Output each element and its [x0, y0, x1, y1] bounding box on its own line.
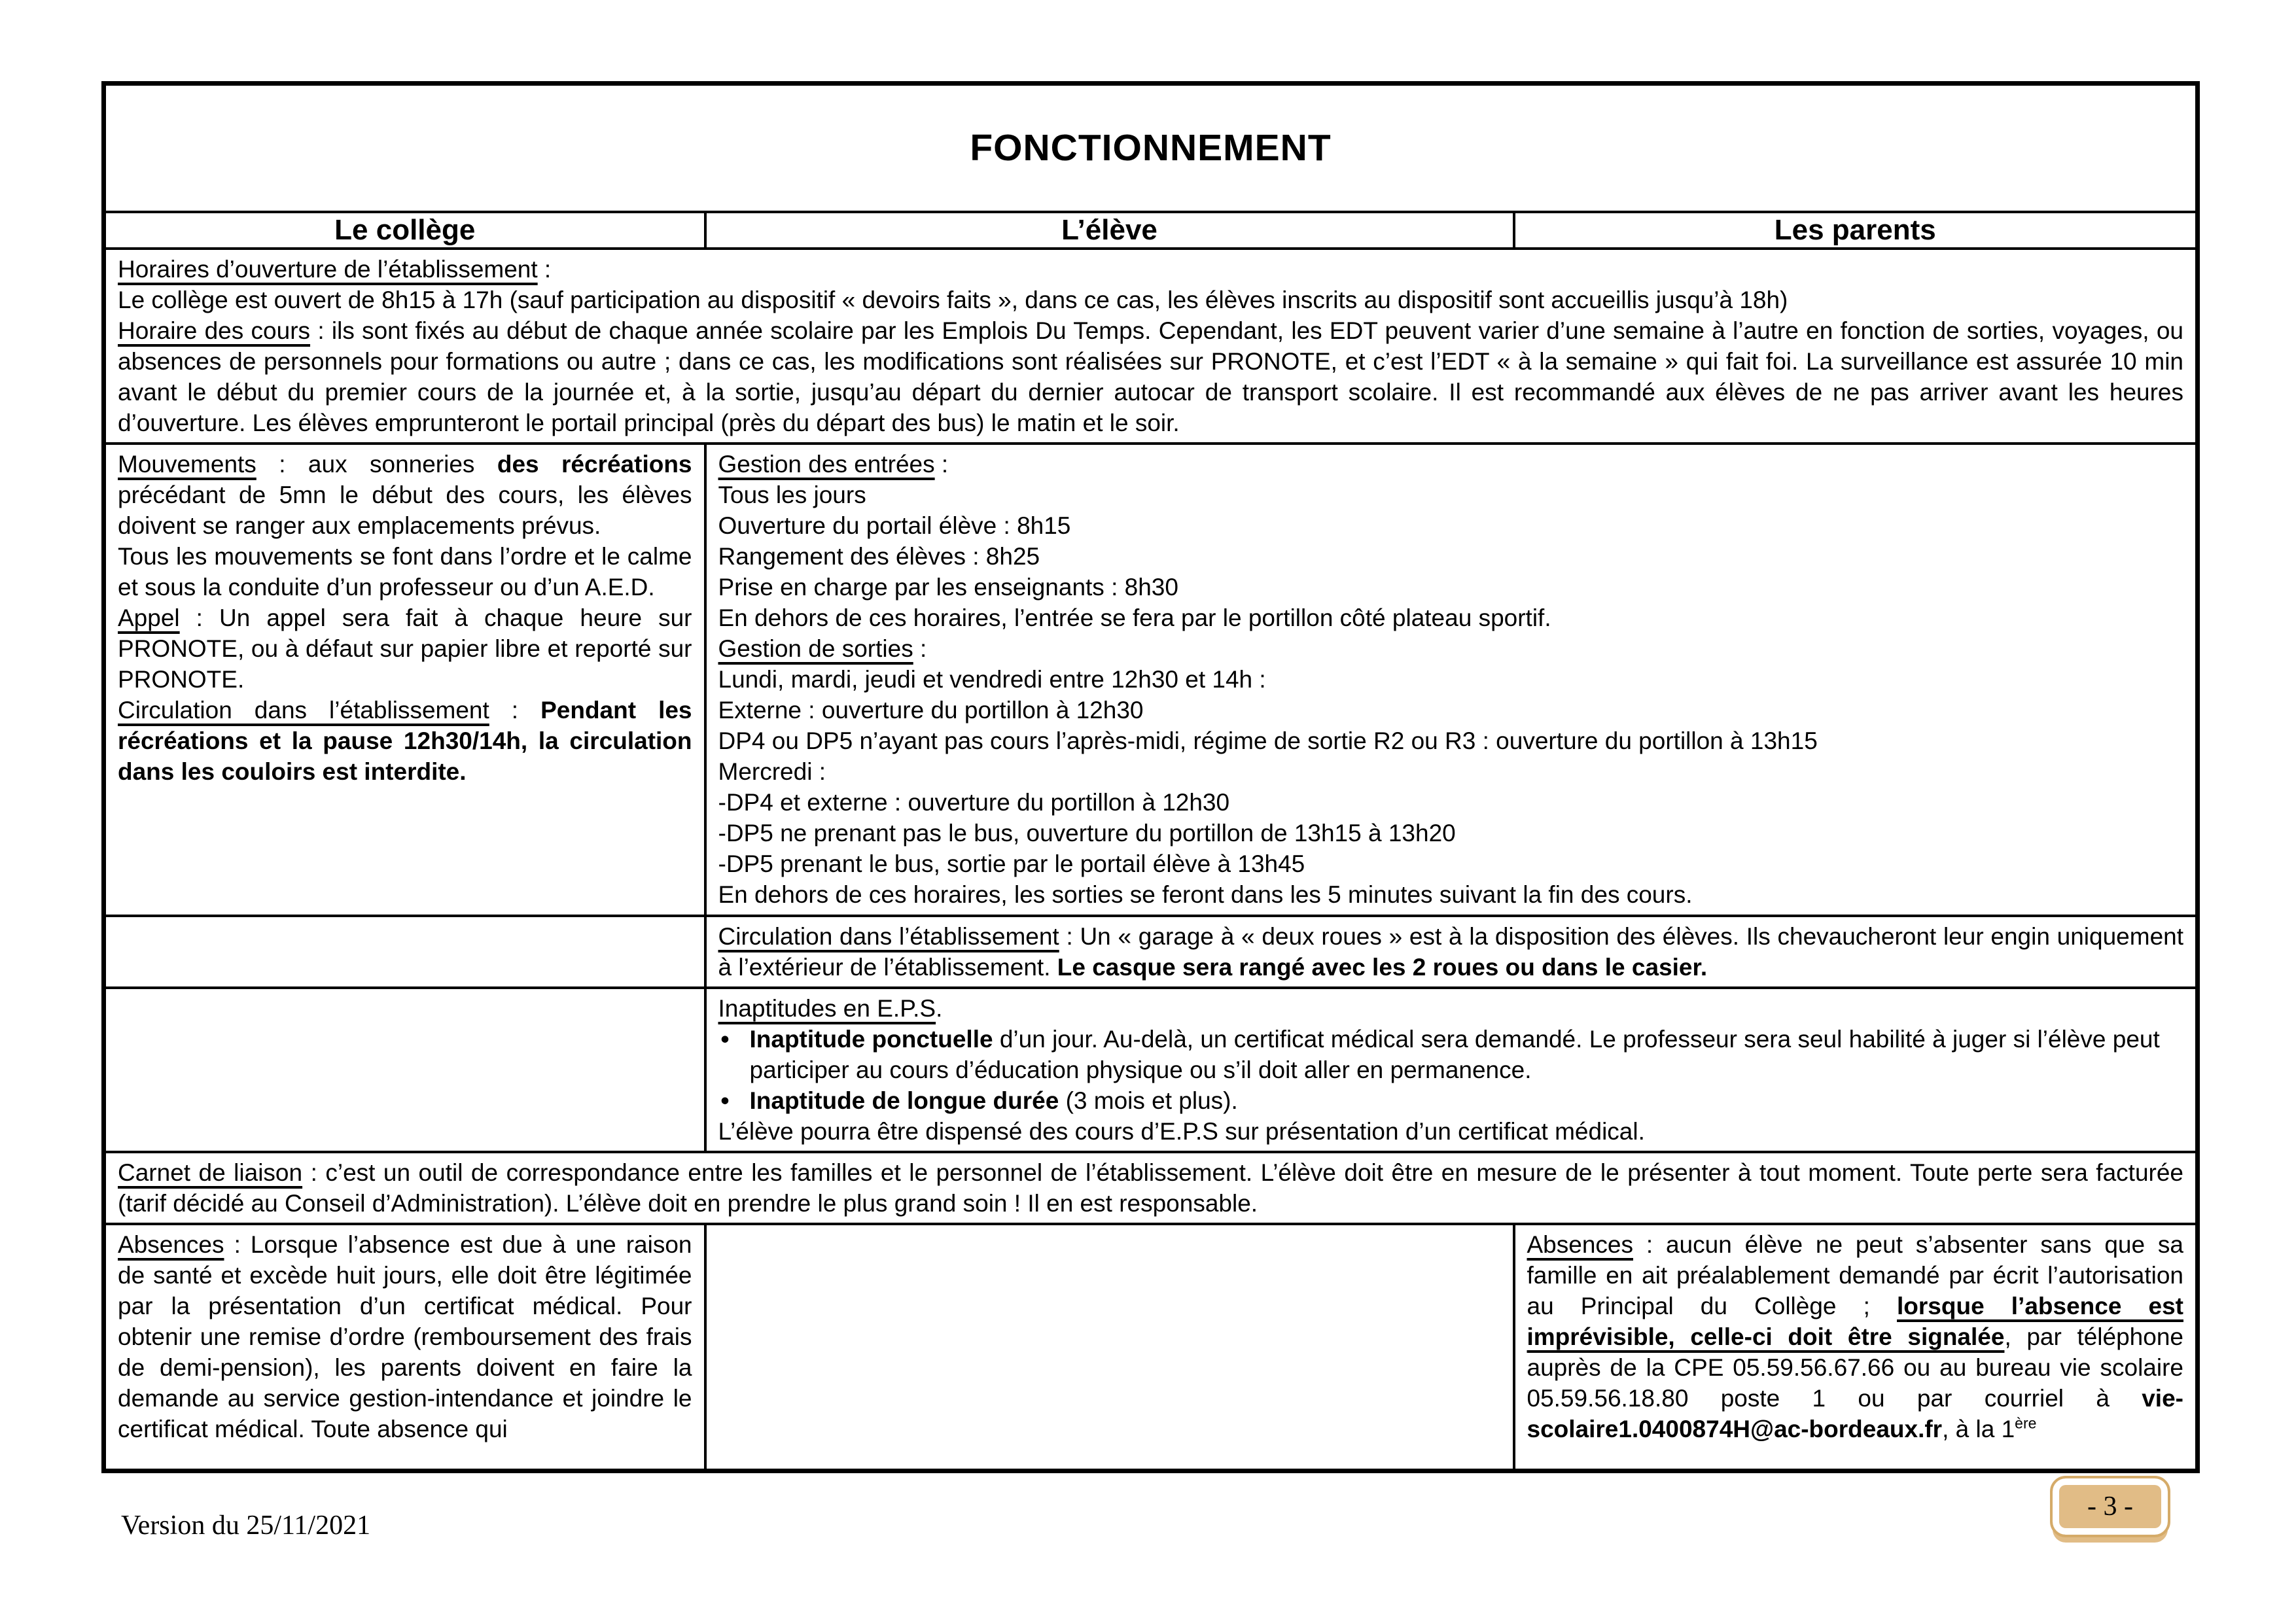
paragraph: Circulation dans l’établissement : Un « garage à « deux roues » est à la disposition des élèves. Ils chevaucheront leur engin uniquement à l’extérieur de l’établissement. Le casque sera rangé avec les 2 roues ou dans le casier.: [718, 922, 2183, 981]
cell-empty-middle: [705, 1224, 1514, 1471]
page-number: - 3 -: [2087, 1492, 2133, 1522]
cell-absences-parents: [1514, 1224, 2198, 1471]
column-header-eleve: L’élève: [705, 212, 1514, 249]
row-horaires: [104, 249, 2198, 444]
paragraph: -DP4 et externe : ouverture du portillon à 12h30: [718, 788, 1230, 816]
fonctionnement-table: [101, 81, 2200, 1473]
row-carnet: [104, 1152, 2198, 1224]
bullet-icon: •: [720, 1025, 730, 1053]
paragraph: Appel : Un appel sera fait à chaque heure sur PRONOTE, ou à défaut sur papier libre et reporté sur PRONOTE.: [118, 604, 692, 693]
row-inaptitudes: [104, 988, 2198, 1152]
paragraph: Circulation dans l’établissement : Pendant les récréations et la pause 12h30/14h, la circulation dans les couloirs est interdite.: [118, 696, 692, 785]
cell-carnet: [104, 1152, 2198, 1224]
paragraph: Externe : ouverture du portillon à 12h30: [718, 696, 1144, 724]
paragraph: Gestion de sorties :: [718, 635, 927, 662]
paragraph: Mouvements : aux sonneries des récréations précédant de 5mn le début des cours, les élèves doivent se ranger aux emplacements prévus.: [118, 450, 692, 539]
cell-absences-college: [104, 1224, 705, 1471]
bullet-text: Inaptitude de longue durée (3 mois et plus).: [749, 1087, 1238, 1114]
row-garage: [104, 916, 2198, 988]
paragraph: Rangement des élèves : 8h25: [718, 542, 1040, 570]
cell-inaptitudes: [705, 988, 2198, 1152]
paragraph: L’élève pourra être dispensé des cours d’E.P.S sur présentation d’un certificat médical.: [718, 1117, 1645, 1145]
paragraph: Carnet de liaison : c’est un outil de correspondance entre les familles et le personnel de l’établissement. L’élève doit être en mesure de le présenter à tout moment. Toute perte sera facturée (tarif décidé au Conseil d’Administration). L’élève doit en prendre le plus grand soin ! Il en est responsable.: [118, 1159, 2183, 1217]
paragraph: DP4 ou DP5 n’ayant pas cours l’après-midi, régime de sortie R2 ou R3 : ouverture du portillon à 13h15: [718, 727, 1818, 754]
paragraph: Absences : Lorsque l’absence est due à une raison de santé et excède huit jours, elle doit être légitimée par la présentation d’un certificat médical. Pour obtenir une remise d’ordre (remboursement des frais de demi-pension), les parents doivent en faire la demande au service gestion-intendance et joindre le certificat médical. Toute absence qui: [118, 1230, 692, 1442]
title-row: [104, 84, 2198, 212]
bullet-item: [718, 1024, 2184, 1085]
paragraph: Ouverture du portail élève : 8h15: [718, 512, 1071, 539]
page-number-badge: [2050, 1476, 2170, 1537]
row-absences: [104, 1224, 2198, 1471]
paragraph: Horaire des cours : ils sont fixés au début de chaque année scolaire par les Emplois Du Temps. Cependant, les EDT peuvent varier d’une semaine à l’autre en fonction de sorties, voyages, ou absences de personnels pour formations ou autre ; dans ce cas, les modifications sont réalisées sur PRONOTE, et c’est l’EDT « à la semaine » qui fait foi. La surveillance est assurée 10 min avant le début du premier cours de la journée et, à la sortie, jusqu’au départ du dernier autocar de transport scolaire. Il est recommandé aux élèves de ne pas arriver avant les heures d’ouverture. Les élèves emprunteront le portail principal (près du départ des bus) le matin et le soir.: [118, 317, 2183, 436]
paragraph: Tous les jours: [718, 481, 866, 508]
cell-entrees-sorties: [705, 444, 2198, 916]
bullet-item: [718, 1085, 2184, 1116]
cell-empty-garage: [104, 916, 705, 988]
paragraph: Gestion des entrées :: [718, 450, 949, 478]
paragraph: Mercredi :: [718, 758, 826, 785]
paragraph: Le collège est ouvert de 8h15 à 17h (sauf participation au dispositif « devoirs faits », dans ce cas, les élèves inscrits au dispositif sont accueillis jusqu’à 18h): [118, 286, 1788, 313]
row-mouvements-entrees: [104, 444, 2198, 916]
cell-horaires: [104, 249, 2198, 444]
paragraph: En dehors de ces horaires, les sorties se feront dans les 5 minutes suivant la fin des cours.: [718, 881, 1693, 908]
cell-empty-inaptitudes: [104, 988, 705, 1152]
header-row: [104, 212, 2198, 249]
paragraph: Prise en charge par les enseignants : 8h30: [718, 573, 1178, 601]
paragraph: Absences : aucun élève ne peut s’absenter sans que sa famille en ait préalablement demandé par écrit l’autorisation au Principal du Collège ; lorsque l’absence est imprévisible, celle-ci doit être signalée, par téléphone auprès de la CPE 05.59.56.67.66 ou au bureau vie scolaire 05.59.56.18.80 poste 1 ou par courriel à vie-scolaire1.0400874H@ac-bordeaux.fr, à la 1ère: [1527, 1230, 2183, 1442]
paragraph: En dehors de ces horaires, l’entrée se fera par le portillon côté plateau sportif.: [718, 604, 1551, 631]
bullet-icon: •: [720, 1087, 730, 1114]
paragraph: Lundi, mardi, jeudi et vendredi entre 12h30 et 14h :: [718, 665, 1266, 693]
bullet-text: Inaptitude ponctuelle d’un jour. Au-delà, un certificat médical sera demandé. Le professeur sera seul habilité à juger si l’élève peut participer au cours d’éducation physique ou s’il doit aller en permanence.: [749, 1025, 2160, 1083]
paragraph: Tous les mouvements se font dans l’ordre et le calme et sous la conduite d’un professeur ou d’un A.E.D.: [118, 542, 692, 601]
cell-garage: [705, 916, 2198, 988]
paragraph: -DP5 ne prenant pas le bus, ouverture du portillon de 13h15 à 13h20: [718, 819, 1456, 846]
paragraph: -DP5 prenant le bus, sortie par le portail élève à 13h45: [718, 850, 1305, 877]
page-title: FONCTIONNEMENT: [104, 84, 2198, 212]
column-header-college: Le collège: [104, 212, 705, 249]
paragraph: Inaptitudes en E.P.S.: [718, 994, 943, 1022]
paragraph: Horaires d’ouverture de l’établissement :: [118, 255, 552, 283]
cell-mouvements: [104, 444, 705, 916]
column-header-parents: Les parents: [1514, 212, 2198, 249]
version-text: Version du 25/11/2021: [121, 1510, 371, 1541]
